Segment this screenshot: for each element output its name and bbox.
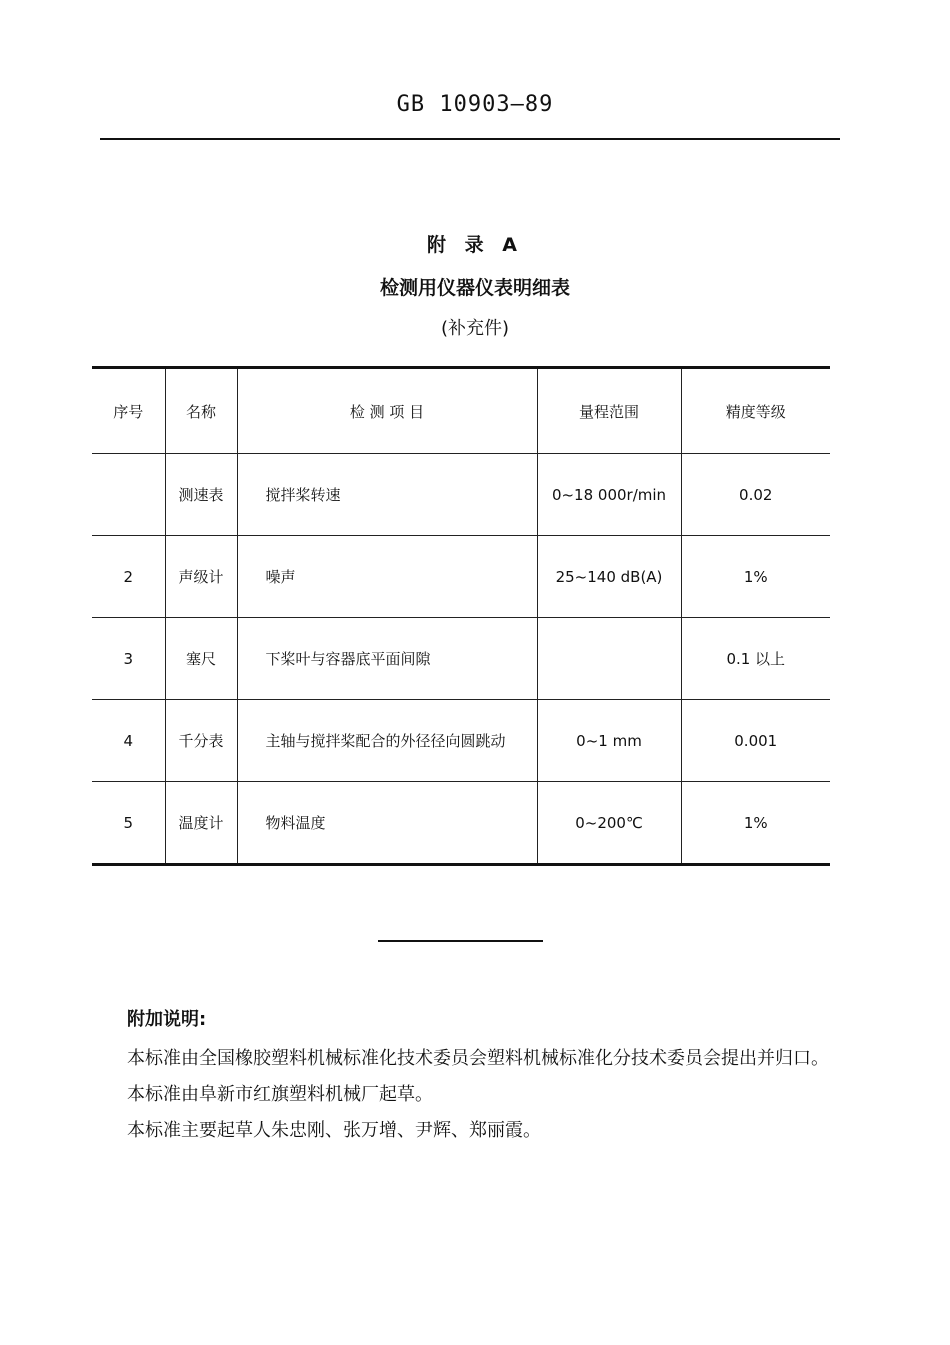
cell-range: 25~140 dB(A): [537, 536, 681, 618]
notes-heading: 附加说明:: [127, 1009, 207, 1030]
header-index: 序号: [113, 402, 144, 421]
cell-name: 温度计: [165, 782, 237, 865]
cell-range: 0~1 mm: [537, 700, 681, 782]
header-rule: [100, 138, 840, 140]
cell-name: 塞尺: [165, 618, 237, 700]
cell-index: 2: [92, 536, 165, 618]
cell-accuracy: 0.02: [681, 454, 830, 536]
cell-test-item: 搅拌桨转速: [237, 454, 537, 536]
standard-code: GB 10903—89: [396, 92, 554, 117]
cell-test-item: 物料温度: [237, 782, 537, 865]
notes-line: 本标准由全国橡胶塑料机械标准化技术委员会塑料机械标准化分技术委员会提出并归口。: [127, 1048, 829, 1069]
table-subtitle: (补充件): [440, 318, 510, 339]
header-test-item: 检 测 项 目: [237, 368, 537, 454]
header-name: 名称: [165, 368, 237, 454]
cell-range: 0~200℃: [537, 782, 681, 865]
cell-accuracy: 0.1 以上: [681, 618, 830, 700]
cell-accuracy: 1%: [681, 536, 830, 618]
table-row: [92, 618, 830, 700]
table-row: [92, 454, 830, 536]
cell-name: 千分表: [165, 700, 237, 782]
cell-index: [92, 454, 165, 536]
cell-accuracy: 1%: [681, 782, 830, 865]
cell-index: 4: [92, 700, 165, 782]
cell-test-item: 下桨叶与容器底平面间隙: [237, 618, 537, 700]
cell-test-item: 噪声: [237, 536, 537, 618]
header-accuracy: 精度等级: [681, 368, 830, 454]
cell-name: 测速表: [165, 454, 237, 536]
table-header-row: [92, 368, 830, 454]
table-row: [92, 782, 830, 865]
cell-accuracy: 0.001: [681, 700, 830, 782]
table-row: [92, 536, 830, 618]
end-rule: [378, 940, 543, 942]
additional-notes: [127, 1005, 847, 1149]
instrument-table: [92, 366, 830, 866]
table-title: 检测用仪器仪表明细表: [379, 277, 570, 299]
notes-line: 本标准主要起草人朱忠刚、张万增、尹辉、郑丽霞。: [127, 1120, 541, 1141]
appendix-title: 附 录 A: [427, 234, 523, 256]
cell-index: 3: [92, 618, 165, 700]
cell-test-item: 主轴与搅拌桨配合的外径径向圆跳动: [237, 700, 537, 782]
table-row: [92, 700, 830, 782]
cell-index: 5: [92, 782, 165, 865]
notes-line: 本标准由阜新市红旗塑料机械厂起草。: [127, 1084, 433, 1105]
cell-range: [537, 618, 681, 700]
cell-name: 声级计: [165, 536, 237, 618]
cell-range: 0~18 000r/min: [537, 454, 681, 536]
header-range: 量程范围: [537, 368, 681, 454]
